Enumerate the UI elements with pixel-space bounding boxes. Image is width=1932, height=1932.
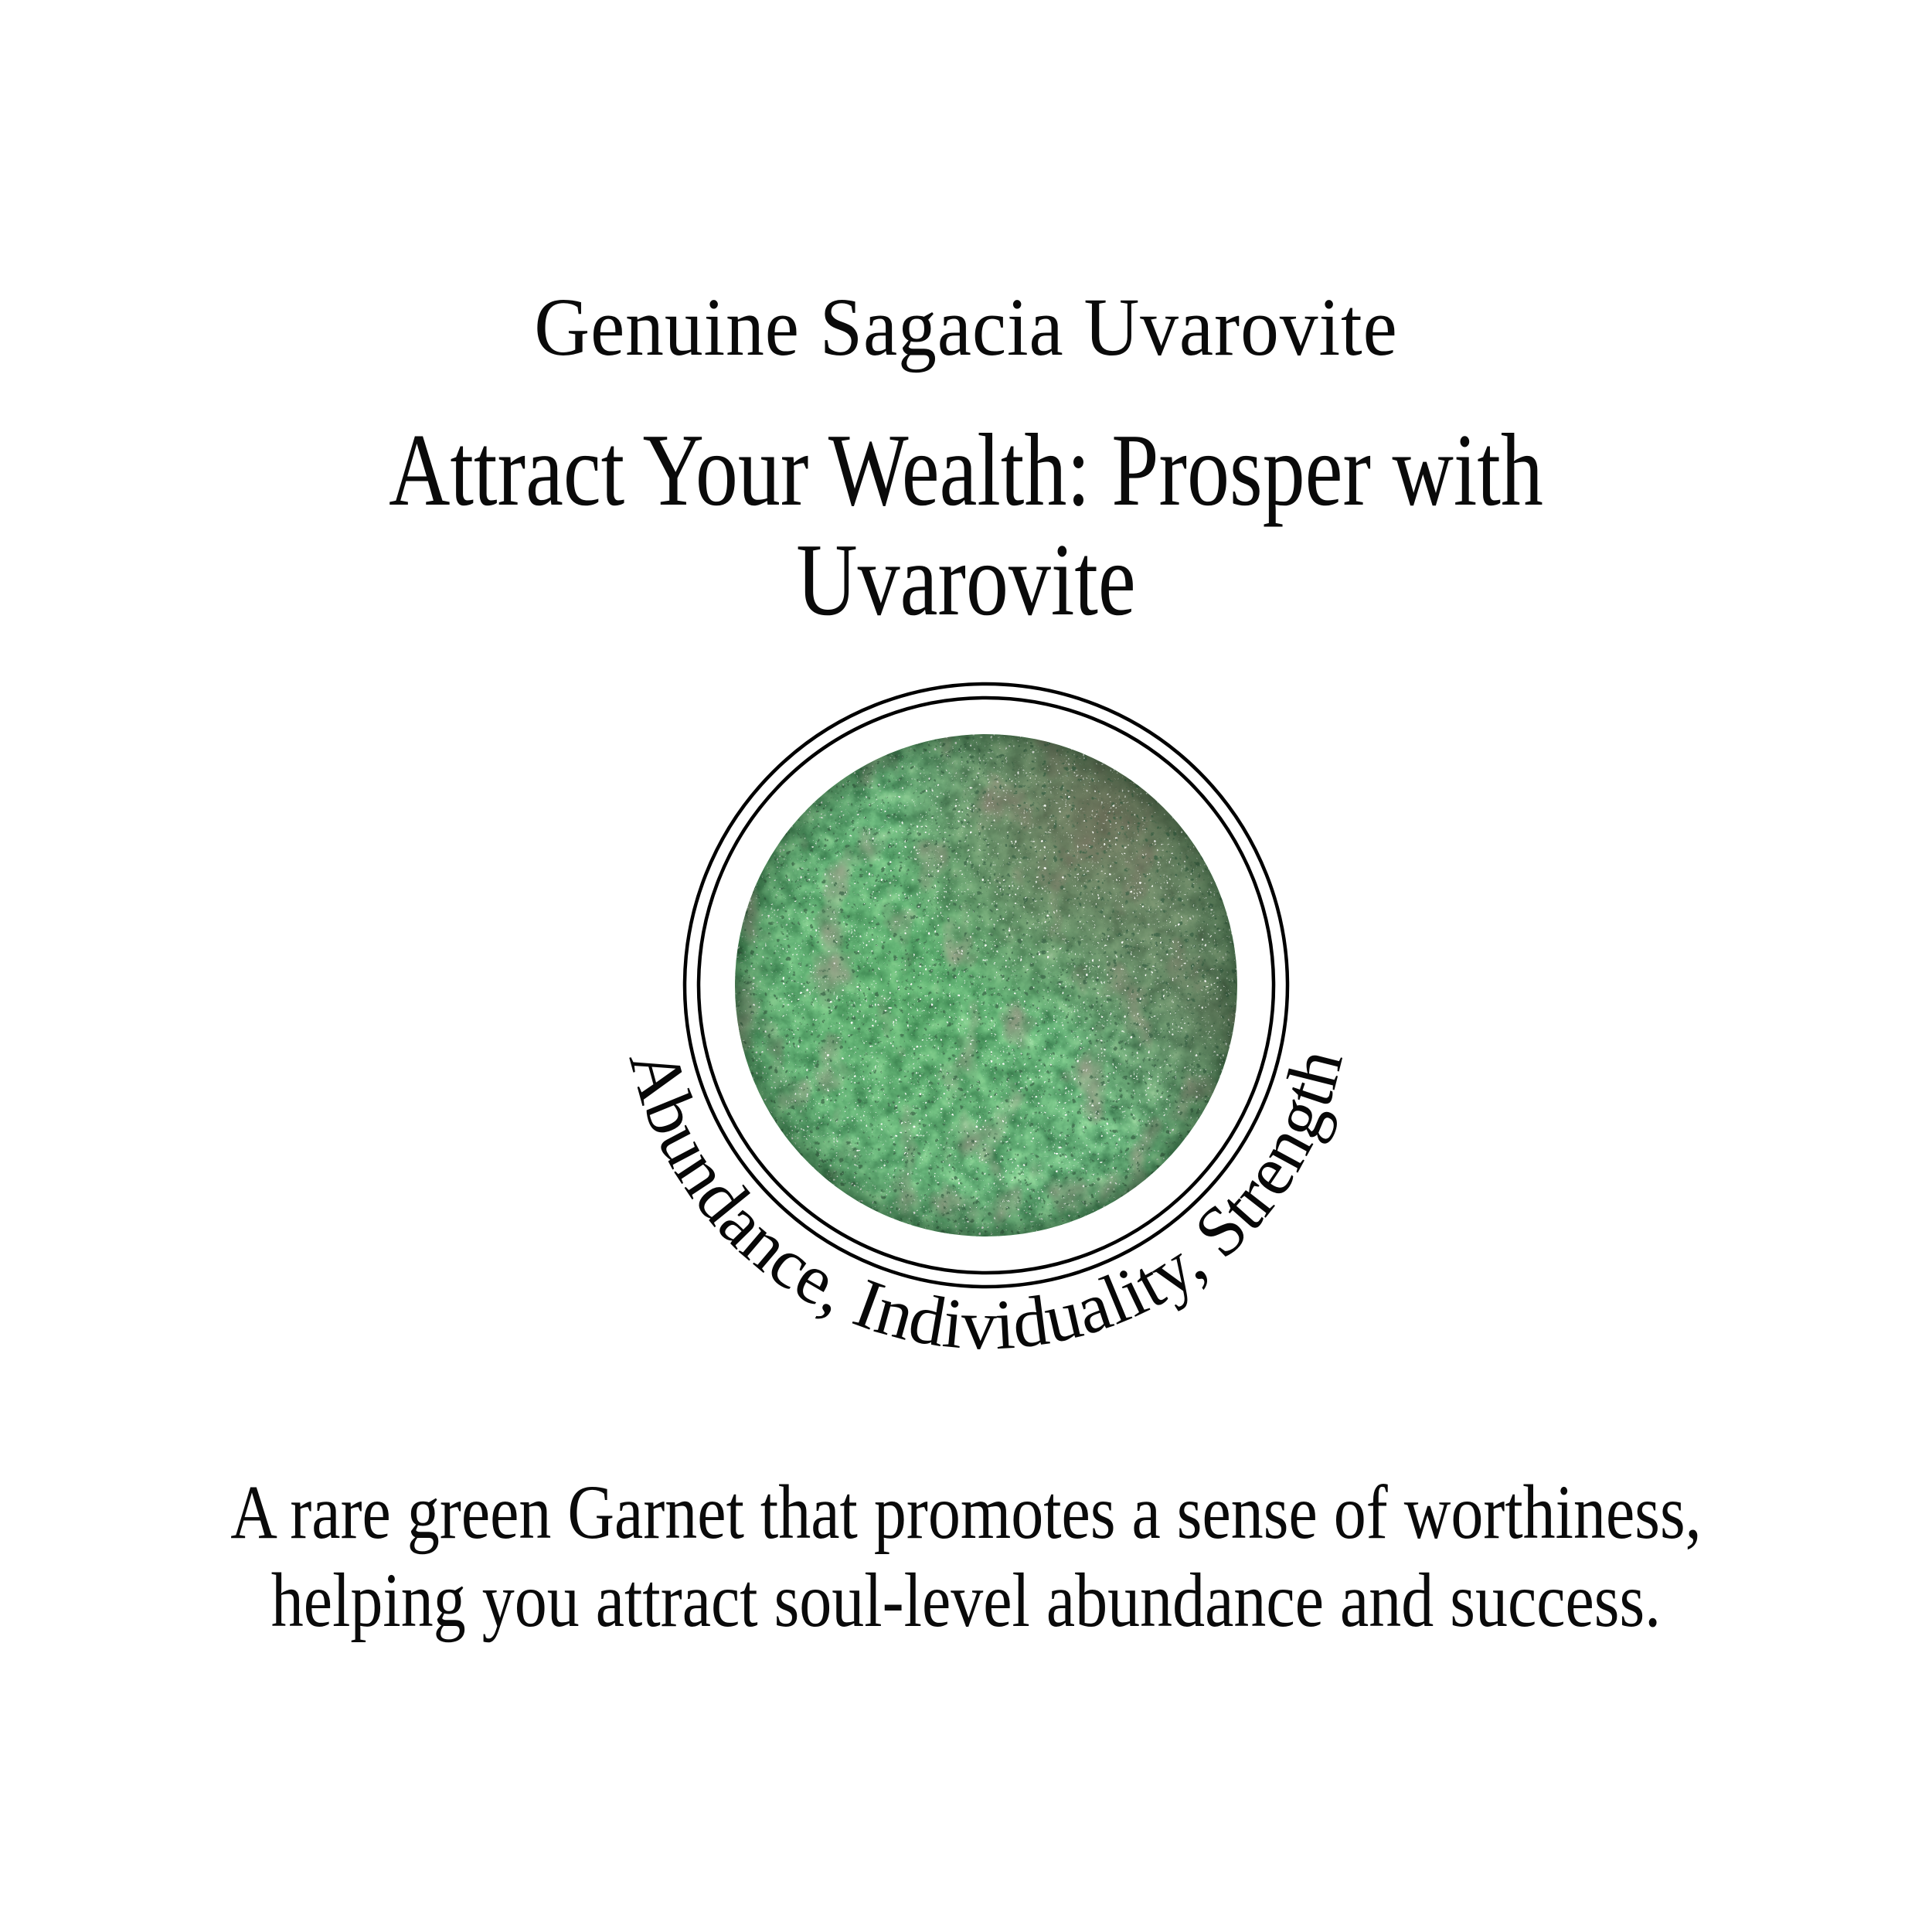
uvarovite-photo [731, 730, 1241, 1240]
headline [174, 413, 1758, 637]
description [155, 1468, 1777, 1645]
photo-vignette [735, 734, 1237, 1236]
stone-badge [595, 671, 1376, 1382]
curved-benefits-textpath: Abundance, Individuality, Strength [614, 1040, 1358, 1365]
headline-line-2: Uvarovite [796, 522, 1136, 637]
headline-line-1: Attract Your Wealth: Prosper with [389, 413, 1543, 527]
brand-line: Genuine Sagacia Uvarovite [534, 282, 1398, 373]
description-line-1: A rare green Garnet that promotes a sense of worthiness, [230, 1469, 1702, 1555]
description-line-2: helping you attract soul-level abundance and success. [270, 1557, 1662, 1643]
